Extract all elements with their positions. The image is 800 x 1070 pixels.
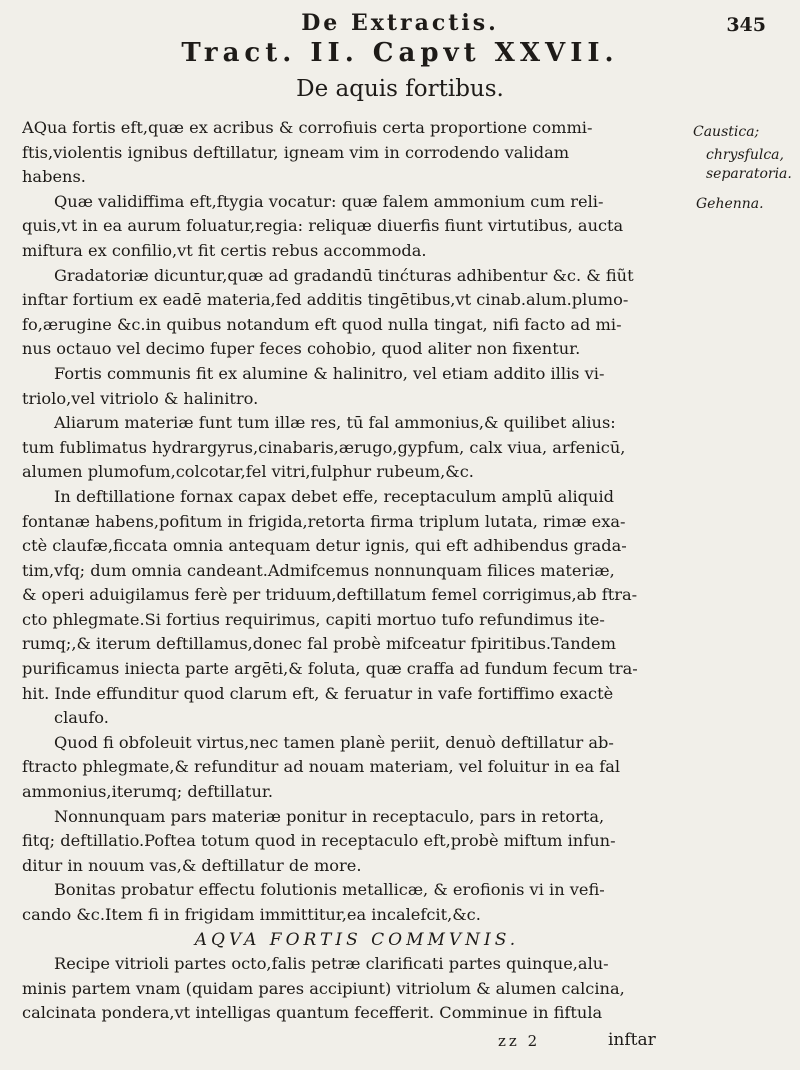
text-line: ftis,violentis ignibus deftillatur, igneam vim in corrodendo validam — [22, 142, 570, 162]
text-line: ammonius,iterumq; deftillatur. — [22, 782, 273, 802]
text-line: minis partem vnam (quidam pares accipiunt) vitriolum & alumen calcina, — [22, 978, 625, 998]
text-line: inftar fortium ex eadē materia,fed additis tingētibus,vt cinab.alum.plumo- — [22, 290, 629, 310]
margin-note-separatoria: separatoria. — [706, 166, 792, 182]
text-line: cando &c.Item fi in frigidam immittitur,ea incalefcit,&c. — [22, 905, 481, 924]
text-line: triolo,vel vitriolo & halinitro. — [22, 388, 259, 408]
catchword: inftar — [608, 1030, 656, 1050]
text-line: miftura ex confilio,vt fit certis rebus accommoda. — [22, 240, 427, 260]
text-line: Quæ validiffima eft,ftygia vocatur: quæ falem ammonium cum reli- — [54, 191, 604, 211]
text-line: AQua fortis eft,quæ ex acribus & corrofiuis certa proportione commi- — [22, 118, 593, 137]
text-line: & operi aduigilamus ferè per triduum,deftillatum femel corrigimus,ab ftra- — [22, 585, 638, 605]
margin-note-chrysfulca: chrysfulca, — [706, 147, 784, 163]
text-line: fitq; deftillatio.Poftea totum quod in receptaculo eft,probè miftum infun- — [22, 831, 616, 851]
text-line: habens. — [22, 167, 86, 187]
text-line: Aliarum materiæ funt tum illæ res, tū fal ammonius,& quilibet alius: — [54, 413, 616, 433]
page-number: 345 — [726, 14, 766, 36]
text-line: Bonitas probatur effectu folutionis metallicæ, & erofionis vi in vefi- — [54, 880, 605, 900]
text-line: fontanæ habens,pofitum in frigida,retorta firma triplum lutata, rimæ exa- — [22, 511, 626, 531]
text-line: quis,vt in ea aurum foluatur,regia: reliquæ diuerfis fiunt virtutibus, aucta — [22, 216, 624, 236]
text-line: ditur in nouum vas,& deftillatur de more. — [22, 855, 362, 875]
text-line: Recipe vitrioli partes octo,falis petræ clarificati partes quinque,alu- — [54, 954, 609, 974]
text-line: cto phlegmate.Si fortius requirimus, capiti mortuo tufo refundimus ite- — [22, 609, 605, 629]
text-line: ftracto phlegmate,& refunditur ad nouam materiam, vel foluitur in ea fal — [22, 757, 621, 777]
margin-note-caustica: Caustica; — [693, 124, 760, 140]
text-line: hit. Inde effunditur quod clarum eft, & feruatur in vafe fortiffimo exactè — [22, 683, 614, 703]
text-line: claufo. — [54, 708, 109, 728]
text-line: rumq;,& iterum deftillamus,donec fal probè mifceatur fpiritibus.Tandem — [22, 634, 616, 654]
text-line: fo,ærugine &c.in quibus notandum eft quod nulla tingat, nifi facto ad mi- — [22, 314, 622, 334]
margin-note-gehenna: Gehenna. — [696, 196, 764, 212]
body-text — [22, 116, 692, 1026]
signature-mark: zz 2 — [498, 1032, 541, 1050]
text-line: In deftillatione fornax capax debet effe, receptaculum amplū aliquid — [54, 486, 614, 506]
recipe-heading: AQVA FORTIS COMMVNIS. — [194, 929, 520, 950]
text-line: Quod fi obfoleuit virtus,nec tamen planè periit, denuò deftillatur ab- — [54, 732, 614, 752]
text-line: calcinata pondera,vt intelligas quantum fecefferit. Comminue in fiftula — [22, 1003, 603, 1023]
text-line: alumen plumofum,colcotar,fel vitri,fulphur rubeum,&c. — [22, 462, 474, 482]
text-line: tim,vfq; dum omnia candeant.Admifcemus nonnunquam filices materiæ, — [22, 560, 615, 580]
text-line: ctè claufæ,ficcata omnia antequam detur ignis, qui eft adhibendus grada- — [22, 536, 627, 556]
text-line: purificamus iniecta parte argēti,& foluta, quæ craffa ad fundum fecum tra- — [22, 659, 638, 679]
text-line: nus octauo vel decimo fuper feces cohobio, quod aliter non fixentur. — [22, 339, 581, 359]
section-heading: Tract. II. Capvt XXVII. — [181, 38, 619, 68]
text-line: Fortis communis fit ex alumine & halinitro, vel etiam addito illis vi- — [54, 363, 605, 383]
running-head: De Extractis. — [301, 10, 499, 36]
text-line: tum fublimatus hydrargyrus,cinabaris,ærugo,gypfum, calx viua, arfenicū, — [22, 437, 626, 457]
text-line: Nonnunquam pars materiæ ponitur in receptaculo, pars in retorta, — [54, 806, 605, 826]
text-line: Gradatoriæ dicuntur,quæ ad gradandū tinćturas adhibentur &c. & fiũt — [54, 265, 634, 285]
chapter-title: De aquis fortibus. — [296, 76, 504, 102]
